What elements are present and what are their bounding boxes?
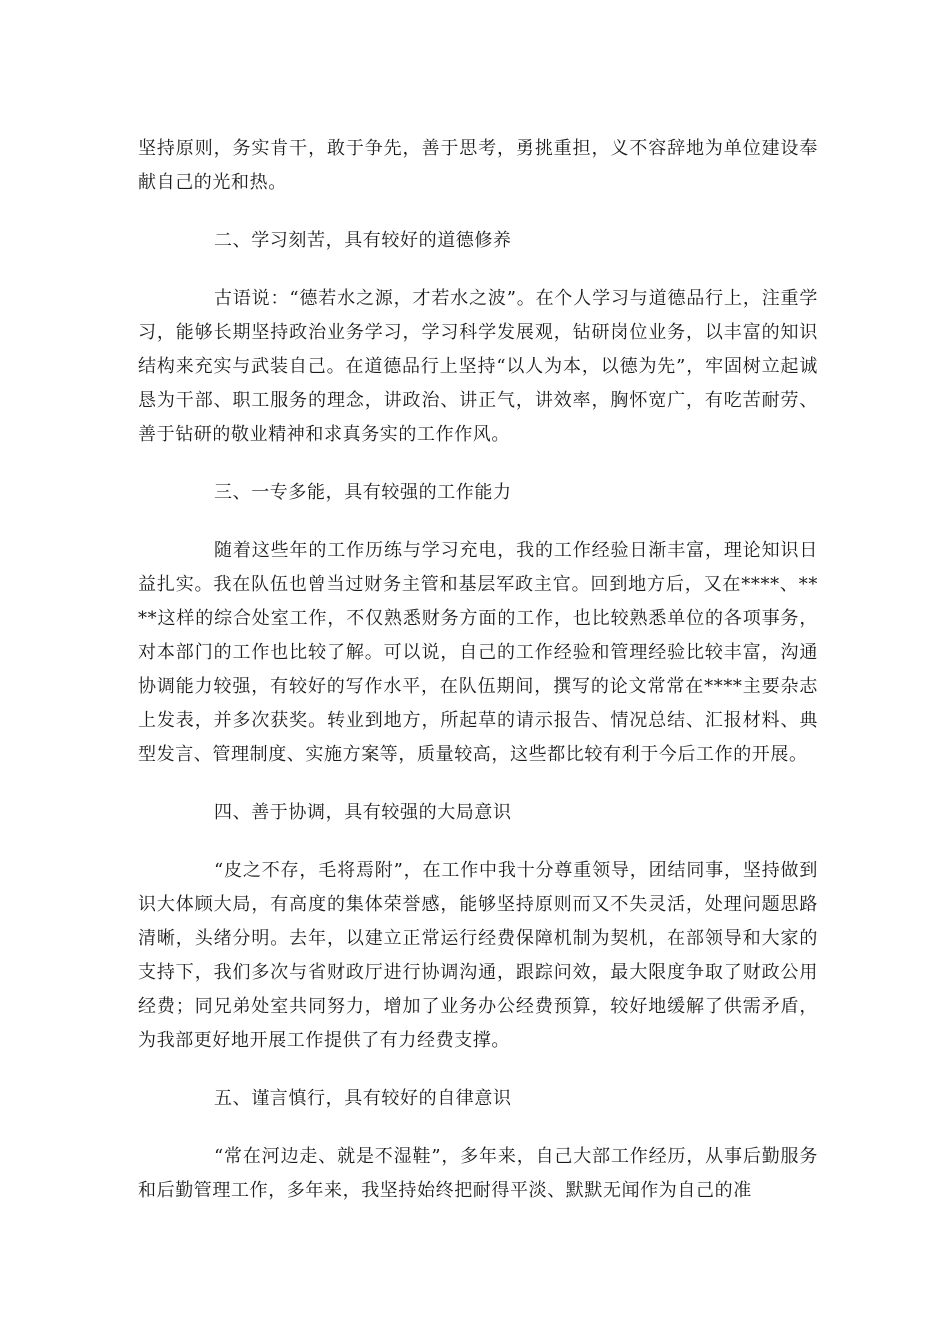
section-heading-2: 二、学习刻苦，具有较好的道德修养 <box>214 230 512 251</box>
spacer <box>138 1116 818 1140</box>
spacer <box>138 452 818 476</box>
section-heading-5: 五、谨言慎行，具有较好的自律意识 <box>214 1088 512 1109</box>
spacer <box>138 772 818 796</box>
document-page <box>138 132 818 1208</box>
section-body-3: 随着这些年的工作历练与学习充电，我的工作经验日渐丰富，理论知识日益扎实。我在队伍也曾当过财务主管和基层军政主官。回到地方后，又在****、****这样的综合处室工作，不仅熟悉财务方面的工作，也比较熟悉单位的各项事务，对本部门的工作也比较了解。可以说，自己的工作经验和管理经验比较丰富，沟通协调能力较强，有较好的写作水平，在队伍期间，撰写的论文常常在****主要杂志上发表，并多次获奖。转业到地方，所起草的请示报告、情况总结、汇报材料、典型发言、管理制度、实施方案等，质量较高，这些都比较有利于今后工作的开展。 <box>138 540 818 765</box>
section-body-4: “皮之不存，毛将焉附”，在工作中我十分尊重领导，团结同事，坚持做到识大体顾大局，有高度的集体荣誉感，能够坚持原则而又不失灵活，处理问题思路清晰，头绪分明。去年，以建立正常运行经费保障机制为契机，在部领导和大家的支持下，我们多次与省财政厅进行协调沟通，跟踪问效，最大限度争取了财政公用经费；同兄弟处室共同努力，增加了业务办公经费预算，较好地缓解了供需矛盾，为我部更好地开展工作提供了有力经费支撑。 <box>138 860 818 1051</box>
section-heading-4: 四、善于协调，具有较强的大局意识 <box>214 802 512 823</box>
continuation-paragraph: 坚持原则，务实肯干，敢于争先，善于思考，勇挑重担，义不容辞地为单位建设奉献自己的光和热。 <box>138 138 818 193</box>
spacer <box>138 510 818 534</box>
spacer <box>138 1058 818 1082</box>
section-body-5: “常在河边走、就是不湿鞋”，多年来，自己大部工作经历，从事后勤服务和后勤管理工作，多年来，我坚持始终把耐得平淡、默默无闻作为自己的准 <box>138 1146 818 1201</box>
spacer <box>138 200 818 224</box>
section-body-2: 古语说：“德若水之源，才若水之波”。在个人学习与道德品行上，注重学习，能够长期坚持政治业务学习，学习科学发展观，钻研岗位业务，以丰富的知识结构来充实与武装自己。在道德品行上坚持“以人为本，以德为先”，牢固树立起诚恳为干部、职工服务的理念，讲政治、讲正气，讲效率，胸怀宽广，有吃苦耐劳、善于钻研的敬业精神和求真务实的工作作风。 <box>138 288 818 445</box>
section-heading-3: 三、一专多能，具有较强的工作能力 <box>214 482 512 503</box>
spacer <box>138 258 818 282</box>
spacer <box>138 830 818 854</box>
